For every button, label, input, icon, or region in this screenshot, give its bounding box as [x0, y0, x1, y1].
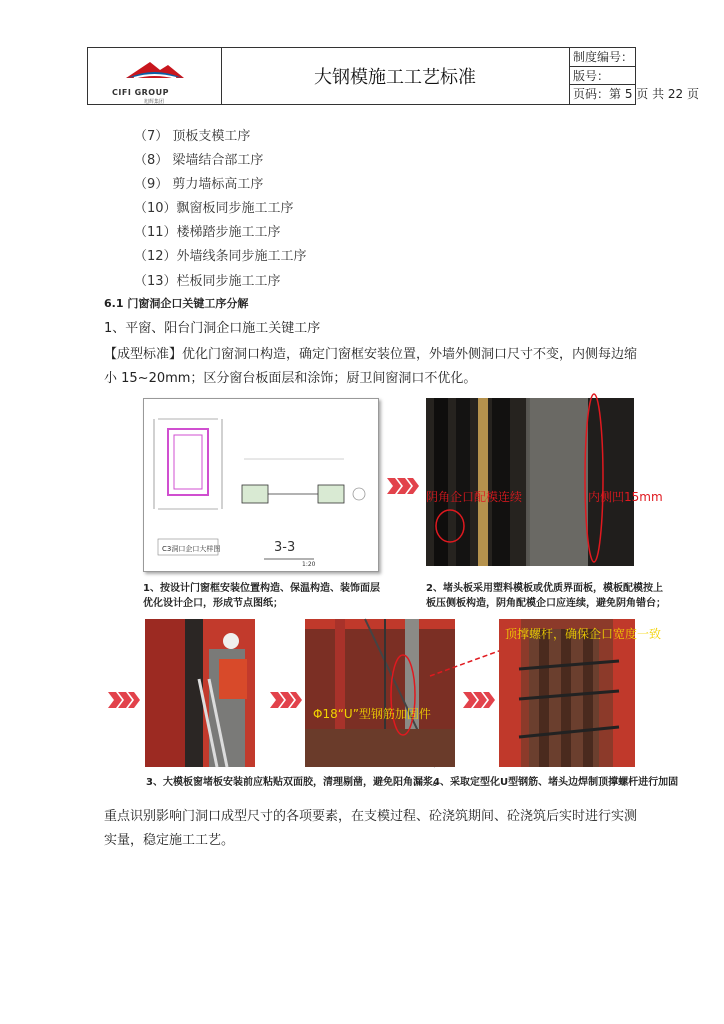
- company-logo: [88, 48, 222, 104]
- chevron-right-icon: [463, 690, 495, 710]
- chevron-right-icon: [108, 690, 140, 710]
- list-item: （8） 梁墙结合部工序: [134, 153, 264, 168]
- caption-3: 3、大模板窗堵板安装前应粘贴双面胶，清理剔凿，避免阳角漏浆。: [146, 777, 443, 788]
- list-item: （10）飘窗板同步施工工序: [134, 201, 294, 216]
- overlay-label-1: 阴角企口配模连续: [426, 490, 523, 504]
- node-drawing-image: [143, 398, 379, 572]
- standard-text-line2: 小 15~20mm；区分窗台板面层和涂饰；厨卫间窗洞口不优化。: [104, 371, 477, 386]
- list-item: （11）楼梯踏步施工工序: [134, 225, 281, 240]
- document-header: [87, 47, 699, 105]
- caption-2-line2: 板压侧板构造，阴角配模企口应连续，避免阴角错台；: [426, 598, 666, 609]
- caption-1-line2: 优化设计企口，形成节点图纸；: [143, 598, 283, 609]
- list-item: （12）外墙线条同步施工工序: [134, 249, 307, 264]
- caption-2-line1: 2、堵头板采用塑料模板或优质界面板，模板配模按上: [426, 583, 663, 594]
- list-item: （9） 剪力墙标高工序: [134, 177, 264, 192]
- formwork-photo-2: [426, 398, 663, 566]
- document-title: 大钢模施工工艺标准: [221, 48, 570, 104]
- overlay-label-2: 内侧凹15mm: [588, 490, 663, 504]
- doc-number-label: 制度编号：: [570, 48, 636, 67]
- formwork-photo-2-svg: [426, 398, 634, 566]
- logo-company-cn: 旭辉集团: [144, 99, 165, 105]
- drawing-label-left: C3洞口企口大样图: [162, 545, 221, 553]
- caption-1-line1: 1、按设计门窗框安装位置构造、保温构造、装饰面层: [143, 583, 380, 594]
- closing-text-line1: 重点识别影响门洞口成型尺寸的各项要素，在支模过程、砼浇筑期间、砼浇筑后实时进行实测: [104, 809, 638, 824]
- standard-text-line1: 【成型标准】优化门窗洞口构造，确定门窗框安装位置，外墙外侧洞口尺寸不变，内侧每边缩: [104, 347, 638, 362]
- closing-text-line2: 实量，稳定施工工艺。: [104, 833, 235, 848]
- logo-company-name: CIFI GROUP: [112, 88, 169, 97]
- bolt-photo: [499, 619, 662, 767]
- chevron-right-icon: [387, 476, 419, 496]
- overlay-label-4: 顶撑螺杆，确保企口宽度一致: [505, 627, 662, 641]
- page-label: 页码：第 5 页 共 22 页: [573, 87, 699, 102]
- caption-4: 4、采取定型化U型钢筋、堵头边焊制顶撑螺杆进行加固: [433, 777, 679, 788]
- list-item: （7） 顶板支模工序: [134, 129, 251, 144]
- worker-photo-svg: [145, 619, 255, 767]
- version-label: 版号：: [570, 67, 636, 86]
- subheading: 1、平窗、阳台门洞企口施工关键工序: [104, 321, 321, 336]
- chevron-right-icon: [270, 690, 302, 710]
- drawing-label-right: 3-3: [274, 540, 296, 555]
- list-item: （13）栏板同步施工工序: [134, 274, 281, 289]
- section-title: 6.1 门窗洞企口关键工序分解: [104, 297, 249, 310]
- drawing-svg: [144, 399, 378, 571]
- overlay-label-3: Φ18“U”型钢筋加固件: [313, 707, 431, 721]
- header-meta: [570, 48, 699, 104]
- worker-photo: [145, 619, 255, 767]
- drawing-scale: 1:20: [302, 561, 316, 568]
